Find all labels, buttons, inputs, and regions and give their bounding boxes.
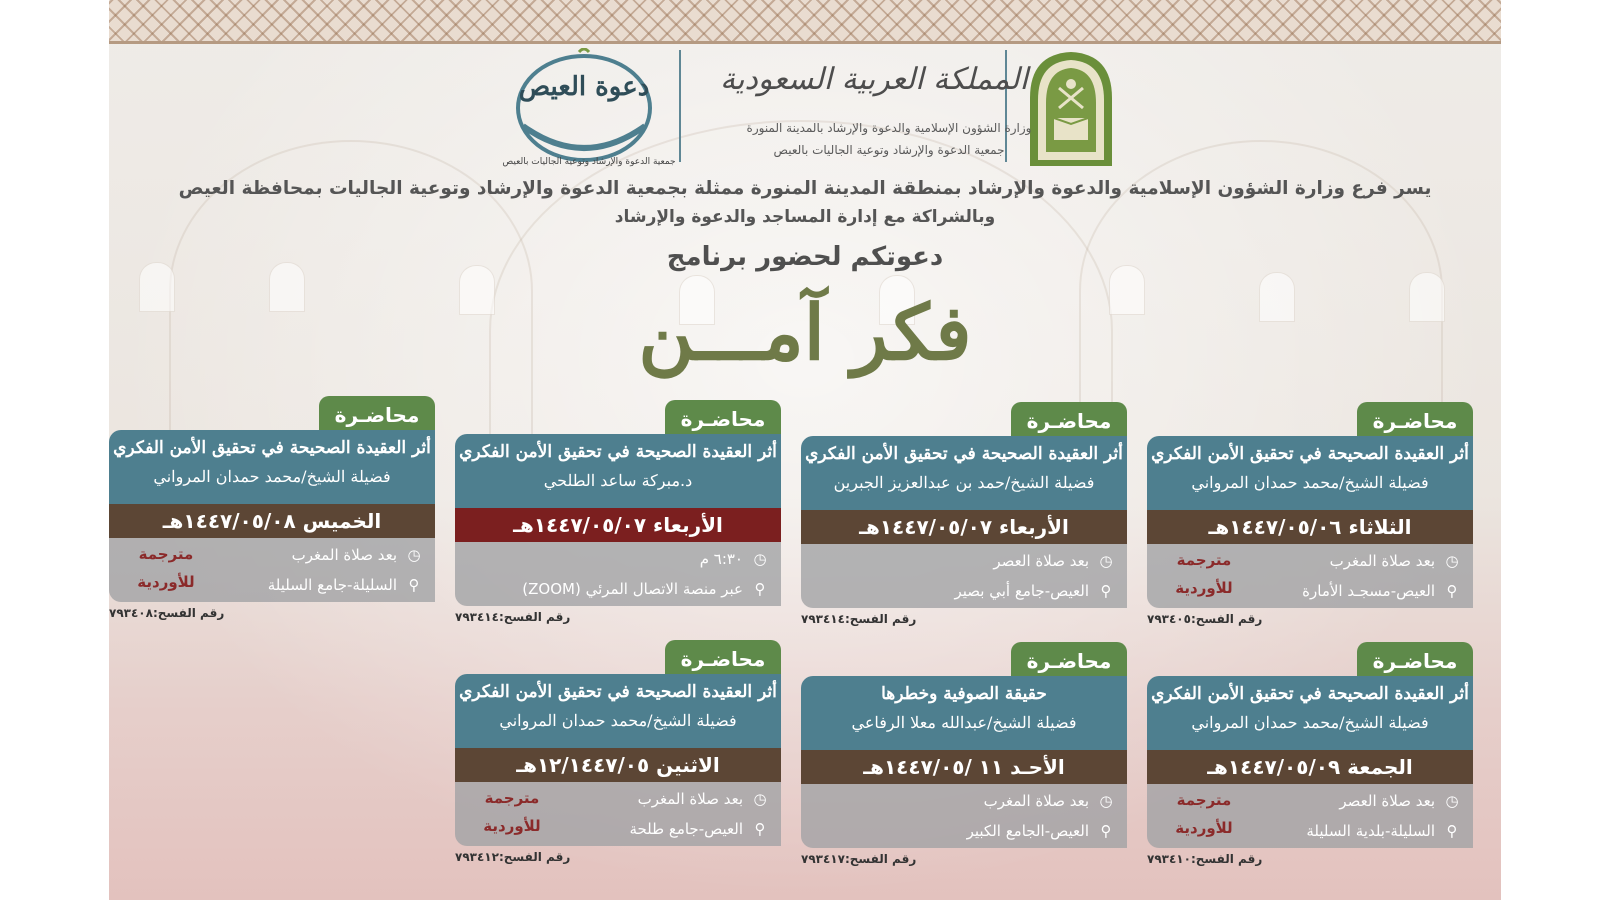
lecture-time: بعد صلاة المغرب [291,546,397,564]
permit-number: رقم الفسح:٧٩٣٤١٤ [455,610,571,624]
lecture-location: السليلة-جامع السليلة [267,576,397,594]
lecture-header [455,434,781,510]
lecture-card [1147,642,1473,872]
intro-line-2: وبالشراكة مع إدارة المساجد والدعوة والإرشاد [614,207,996,227]
lecture-header [801,676,1127,752]
lecture-card [455,640,781,870]
lecture-date: الخميس ١٤٤٧/٠٥/٠٨هـ [109,504,435,538]
lecture-time: بعد صلاة العصر [1339,792,1435,810]
lecture-time: بعد صلاة المغرب [637,790,743,808]
location-pin-icon: ⚲ [754,820,766,838]
lecture-time-row [638,786,769,812]
intro-line-1: يسر فرع وزارة الشؤون الإسلامية والدعوة والإرشاد بمنطقة المدينة المنورة ممثلة بجمعية الدعوة والإرشاد وتوعية الجاليات بمحافظة العيص [178,178,1432,199]
lecture-speaker: فضيلة الشيخ/حمد بن عبدالعزيز الجبرين [833,473,1095,492]
clock-icon: ◷ [407,546,421,564]
lecture-time-row [700,546,769,572]
lecture-time-row [1330,548,1461,574]
lecture-info [801,784,1127,848]
clock-icon: ◷ [1099,792,1113,810]
lecture-card [109,396,435,626]
header-divider [679,50,681,162]
lecture-location-row [967,818,1115,844]
lecture-header [109,430,435,506]
lecture-time: بعد صلاة المغرب [983,792,1089,810]
location-pin-icon: ⚲ [408,576,420,594]
lecture-date: الأربعاء ١٤٤٧/٠٥/٠٧هـ [455,508,781,542]
lecture-location: السليلة-بلدية السليلة [1306,822,1435,840]
lecture-time: ٦:٣٠ م [699,550,743,568]
lecture-time-row [993,548,1115,574]
lecture-time-row [292,542,423,568]
permit-number: رقم الفسح:٧٩٣٤٠٥ [1147,612,1263,626]
clock-icon: ◷ [1445,792,1459,810]
kingdom-title: المملكة العربية السعودية [720,62,1028,97]
lecture-time-row [984,788,1115,814]
dawa-caption: جمعية الدعوة والإرشاد وتوعية الجاليات بالعيص [502,157,676,167]
lecture-info [1147,784,1473,848]
translation-note: مترجمة للأوردية [483,789,541,835]
lecture-location: العيص-الجامع الكبير [966,822,1089,840]
clock-icon: ◷ [753,550,767,568]
lecture-card [455,400,781,630]
lecture-date: الاثنين ١٢/١٤٤٧/٠٥هـ [455,748,781,782]
lecture-location-row [268,572,423,598]
lecture-date: الأربعاء ١٤٤٧/٠٥/٠٧هـ [801,510,1127,544]
lecture-date: الثلاثاء ١٤٤٧/٠٥/٠٦هـ [1147,510,1473,544]
location-pin-icon: ⚲ [1100,582,1112,600]
lecture-speaker: د.مبركة ساعد الطلحي [543,471,693,490]
lecture-title: أثر العقيدة الصحيحة في تحقيق الأمن الفكري [1151,684,1469,704]
lecture-tag: محاضـرة [1357,642,1473,680]
lecture-tag: محاضـرة [665,400,781,438]
permit-number: رقم الفسح:٧٩٣٤١٠ [1147,852,1263,866]
lecture-location-row [629,816,769,842]
lecture-tag: محاضـرة [1011,642,1127,680]
location-pin-icon: ⚲ [1446,822,1458,840]
lecture-card [1147,402,1473,632]
clock-icon: ◷ [753,790,767,808]
permit-number: رقم الفسح:٧٩٣٤١٢ [455,850,571,864]
poster [109,0,1501,900]
lecture-time-row [1339,788,1461,814]
permit-number: رقم الفسح:٧٩٣٤١٧ [801,852,917,866]
lecture-time: بعد صلاة العصر [993,552,1089,570]
lecture-title: أثر العقيدة الصحيحة في تحقيق الأمن الفكري [459,682,777,702]
location-pin-icon: ⚲ [1100,822,1112,840]
lecture-speaker: فضيلة الشيخ/محمد حمدان المرواني [499,711,737,730]
lecture-header [455,674,781,750]
lecture-speaker: فضيلة الشيخ/محمد حمدان المرواني [1191,473,1429,492]
lecture-header [1147,436,1473,512]
lecture-location: العيص-جامع طلحة [629,820,743,838]
lecture-location-row [1302,578,1461,604]
lecture-info [1147,544,1473,608]
invitation-heading: دعوتكم لحضور برنامج [666,242,944,272]
translation-note: مترجمة للأوردية [1175,791,1233,837]
lecture-speaker: فضيلة الشيخ/عبدالله معلا الرفاعي [851,713,1077,732]
lecture-info [109,538,435,602]
lecture-title: أثر العقيدة الصحيحة في تحقيق الأمن الفكري [459,442,777,462]
translation-note: مترجمة للأوردية [137,545,195,591]
lecture-info [801,544,1127,608]
lecture-header [801,436,1127,512]
lecture-time: بعد صلاة المغرب [1329,552,1435,570]
lecture-tag: محاضـرة [1357,402,1473,440]
program-name: فكر آمـــن [638,288,972,377]
lecture-tag: محاضـرة [665,640,781,678]
permit-number: رقم الفسح:٧٩٣٤٠٨ [109,606,225,620]
lecture-date: الجمعة ١٤٤٧/٠٥/٠٩هـ [1147,750,1473,784]
top-pattern-band [109,0,1501,44]
ministry-line: وزارة الشؤون الإسلامية والدعوة والإرشاد بالمدينة المنورة [746,121,1032,135]
lecture-header [1147,676,1473,752]
lecture-location: العيص-جامع أبي بصير [954,582,1089,600]
clock-icon: ◷ [1099,552,1113,570]
location-pin-icon: ⚲ [754,580,766,598]
lecture-title: أثر العقيدة الصحيحة في تحقيق الأمن الفكري [113,438,431,458]
lecture-location-row [522,576,769,602]
lecture-location: عبر منصة الاتصال المرئي (ZOOM) [522,580,743,598]
translation-note: مترجمة للأوردية [1175,551,1233,597]
lecture-speaker: فضيلة الشيخ/محمد حمدان المرواني [1191,713,1429,732]
lecture-card [801,642,1127,872]
lecture-card [801,402,1127,632]
lecture-speaker: فضيلة الشيخ/محمد حمدان المرواني [153,467,391,486]
lecture-info [455,782,781,846]
permit-number: رقم الفسح:٧٩٣٤١٤ [801,612,917,626]
clock-icon: ◷ [1445,552,1459,570]
lecture-location: العيص-مسجـد الأمارة [1302,582,1435,600]
lecture-title: أثر العقيدة الصحيحة في تحقيق الأمن الفكري [1151,444,1469,464]
lecture-date: الأحـد ١١ /١٤٤٧/٠٥هـ [801,750,1127,784]
location-pin-icon: ⚲ [1446,582,1458,600]
lecture-tag: محاضـرة [1011,402,1127,440]
lecture-tag: محاضـرة [319,396,435,434]
lecture-title: حقيقة الصوفية وخطرها [881,684,1047,704]
lecture-location-row [1306,818,1461,844]
lecture-title: أثر العقيدة الصحيحة في تحقيق الأمن الفكري [805,444,1123,464]
lecture-info [455,542,781,606]
dawa-logo-text: دعوة العيص [518,72,650,102]
dawa-logo-emblem [509,48,659,173]
dawa-logo [509,48,659,173]
lecture-location-row [954,578,1115,604]
association-line: جمعية الدعوة والإرشاد وتوعية الجاليات بالعيص [773,143,1005,157]
